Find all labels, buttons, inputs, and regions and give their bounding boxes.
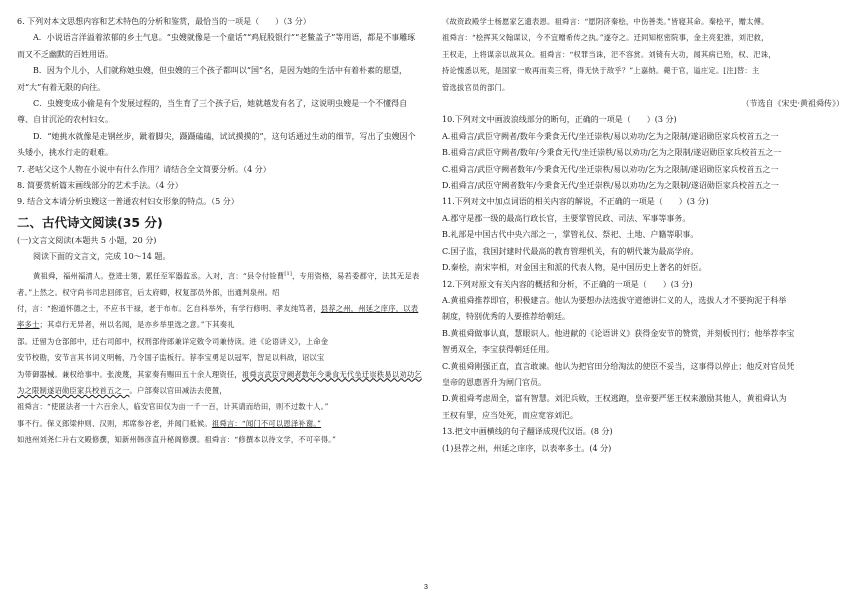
option-12b: B.黄祖舜做事认真，慧眼识人。他进献的《论语讲义》获得金安节的赞赏，并刻板刊行；他举荐李宝 bbox=[442, 328, 795, 338]
option-6a: A．小说语言洋溢着浓郁的乡土气息。“虫嫂就像是一个童话”“鸡屁股银行”“老鳖盖子”等用语，都是不事雕琢而又不乏幽默的百姓用语。 bbox=[17, 33, 416, 59]
instructions: 阅读下面的文言文，完成 10～14 题。 bbox=[33, 252, 171, 262]
classical-text-line: 王权走，上将谋亲以战其众。祖舜言：“权罪当诛，汜不容赏。刘锜有大功，闻其病已殆，权、汜诛， bbox=[442, 49, 776, 59]
question-9: 9. 结合文本请分析虫嫂这一普通农村妇女形象的特点。（5 分） bbox=[17, 197, 239, 207]
classical-text-line: 如池州刘尧仁升右文殿修撰，知新州韩彦直升秘阁修撰。祖舜言：“修撰本以待文学，不可辛得。” bbox=[17, 435, 337, 445]
option-10a: A.祖舜言/武臣守阙者/数年今秉食无代/坐迁崇秩/易以劝功/乞为之限制/遂诏勋臣家兵校首五之一 bbox=[442, 131, 779, 141]
classical-text-line: 部。迁留为仓部郎中，迁右司郎中，权刑部侍郎兼详定敕令司兼侍读。进《论语讲义》，上命金 bbox=[17, 336, 329, 346]
option-10c: C.祖舜言/武臣守阙者数年/今秉食无代/坐迁崇秩/易以劝功/乞为之限制/遂诏勋臣家兵校首五之一 bbox=[442, 164, 779, 174]
subsection-heading: (一)文言文阅读(本题共 5 小题，20 分) bbox=[17, 235, 157, 245]
classical-text-line bbox=[17, 416, 422, 432]
classical-text-line: 持论愧悉以死，是国家一败再而卖三将，得无快于敌乎？”上嘉纳。薨于官，谥庄定。[注]替：主 bbox=[442, 66, 760, 76]
question-13: 13.把文中画横线的句子翻译成现代汉语。(8 分) bbox=[442, 427, 613, 437]
classical-text-line: 祖舜言：“使匿法者一十六百余人，临安官田仅为亩一千一百，计其请而给田，则不过数十人。” bbox=[17, 402, 329, 412]
option-6b: B．因为个儿小，人们就称她虫嫂，但虫嫂的三个孩子都叫以“国”名，是因为她的生活中有着朴素的愿望，对“大”有着无限的向往。 bbox=[17, 66, 408, 92]
underlined-sentence: 县荐之州，州延之庠序，以表率多士 bbox=[17, 303, 419, 330]
option-12a-cont: 制度，特别优秀的人要推荐给朝廷。 bbox=[442, 312, 570, 322]
option-12d-cont: 王权有罪，应当处死，而应宽容刘汜。 bbox=[442, 410, 578, 420]
text-span: ，专用资格，易若委郡守，法其无足表者。”上然之。权守尚书司忠回郎官，后太府卿，权复部员外郎，出通判泉州。绍 bbox=[17, 271, 420, 297]
classical-text-line: 祖舜言：“桧挥其父翰谋议，今不宜赠希传之执。”遂夺之。迁同知枢密院事，金主亮犯淮，刘汜救， bbox=[442, 33, 769, 43]
section-heading: 二、古代诗文阅读(35 分) bbox=[17, 214, 163, 230]
option-12d: D.黄祖舜考虑周全，富有智慧。刘汜兵败，王权逃跑，皇帝要严惩王权来激励其他人，黄祖舜认为 bbox=[442, 394, 787, 404]
question-7: 7. 老咕父这个人物在小说中有什么作用？请结合全文简要分析。（4 分） bbox=[17, 164, 271, 174]
classical-text-line bbox=[17, 301, 422, 334]
option-11b: B.礼部是中国古代中央六部之一，掌管礼仪、祭祀、土地、户籍等职事。 bbox=[442, 230, 699, 240]
classical-text-line bbox=[17, 266, 422, 301]
classical-text-line: 《故资政殿学士杨愿家乞遗表恩。祖舜言：“愿阴济秦桧，中伤善类。”皆寝其命。秦桧平，赠太傅。 bbox=[442, 17, 769, 26]
question-13-part1: (1)县荐之州，州延之庠序，以表率多士。(4 分) bbox=[442, 443, 612, 453]
classical-text-line: 安节校勘，安节言其书词义明畅，乃令国子监板行。荐李宝勇足以冠军，智足以料敌，诏以宝 bbox=[17, 353, 325, 363]
text-span: 事不行。保义郎梁仲则、汉则，邦席参谷老，并闻门祗候。 bbox=[17, 418, 212, 428]
option-6d: D．“她挑水就像是走钢丝步，跐着脚尖，蹑蹑磕磕，试试摸摸的”，这句话通过生动的细节，写出了虫嫂因个头矮小，挑水行走的艰难。 bbox=[17, 131, 416, 158]
option-12c: C.黄祖舜刚强正直，直言敢谏。他认为把官田分给淘汰的使臣不妥当，这事得以停止；他反对官员凭 bbox=[442, 361, 795, 371]
option-10d: D.祖舜言/武臣守阙者数年/今秉食无代/坐迁崇秩/易以劝功/乞为之限制/遂诏勋臣家兵校首五之一 bbox=[442, 181, 779, 191]
classical-text-line bbox=[17, 367, 422, 400]
text-span: 付，言：“抱道怀德之士，不应书干禄，老于布布。乞自科举外，有学行修明、孝友纯笃者， bbox=[17, 303, 321, 313]
question-12: 12.下列对原文有关内容的概括和分析，不正确的一项是（ ）(3 分) bbox=[442, 279, 693, 289]
underlined-sentence: 祖舜言：“闻门不可以恩泽补谢。” bbox=[211, 418, 322, 428]
option-12a: A.黄祖舜推荐即官，积极建言。他认为要想办法选拔守道德讲仁义的人，选拔人才不要拘泥于科举 bbox=[442, 295, 787, 305]
question-10: 10.下列对文中画波浪线部分的断句，正确的一项是（ ）(3 分) bbox=[442, 115, 677, 125]
question-6: 6. 下列对本文思想内容和艺术特色的分析和鉴赏，最恰当的一项是（ ）（3 分） bbox=[17, 17, 311, 26]
wavy-underlined-passage: 祖舜言武臣守阙者数年今秉食无代坐迁崇秩易以劝功乞为之限制遂诏勋臣家兵校首五之一 bbox=[17, 369, 422, 395]
option-11c: C.国子监，我国封建时代最高的教育管理机关，有的朝代兼为最高学府。 bbox=[442, 246, 699, 256]
source-citation: （节选自《宋史·黄祖舜传》） bbox=[741, 99, 844, 109]
right-column bbox=[442, 14, 844, 457]
classical-text-line: 管选拔官员的部门。 bbox=[442, 82, 510, 92]
text-span: ；其卓行无异者，州以名闻，是亦乡举里选之意。”下其奏礼 bbox=[39, 320, 235, 330]
option-12c-cont: 皇帝的恩惠晋升为闸门官员。 bbox=[442, 377, 546, 387]
text-span: 黄祖舜，福州福清人。登进士第，累任至军器监丞。入对，言：“县令付铨曹 bbox=[33, 271, 285, 281]
text-span: 为带御器械。兼权给事中。张浚蔑，其家奏有赐田五十余人理资任， bbox=[17, 369, 242, 379]
left-column bbox=[17, 14, 422, 449]
page-number: 3 bbox=[424, 584, 428, 591]
option-12b-cont: 智勇双全，李宝获得朝廷任用。 bbox=[442, 345, 554, 355]
question-11: 11.下列对文中加点词语的相关内容的解说，不正确的一项是（ ）(3 分) bbox=[442, 197, 709, 207]
option-6c: C．虫嫂变成小偷是有个发展过程的，当生育了三个孩子后，她就越发有名了，这说明虫嫂是一个不懂得自尊、自甘沉沦的农村妇女。 bbox=[17, 99, 408, 125]
option-10b: B.祖舜言/武臣守阙者/数年/今秉食无代/坐迁崇秩/易以劝功/乞为之限制/遂诏勋臣家兵校首五之一 bbox=[442, 148, 782, 158]
option-11d: D.秦桧，南宋宰相，对金国主和派的代表人物，是中国历史上著名的奸臣。 bbox=[442, 263, 707, 273]
question-8: 8. 简要赏析篇末画线部分的艺术手法。（4 分） bbox=[17, 181, 183, 191]
footnote-marker: [1] bbox=[284, 270, 293, 277]
option-11a: A.郡守是郡一级的最高行政长官，主要掌管民政、司法、军事等事务。 bbox=[442, 213, 691, 223]
text-span: 。户部奏以官田减法去使置， bbox=[129, 385, 227, 395]
